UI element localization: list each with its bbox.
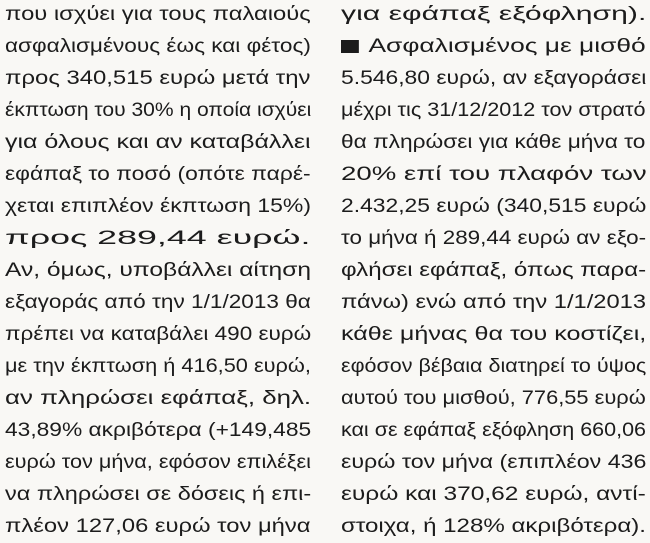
text-line: μέχρι τις 31/12/2012 τον στρατό [341,100,646,121]
text-line: με την έκπτωση ή 416,50 ευρώ, [5,356,311,377]
text-line: εξαγοράς από την 1/1/2013 θα [5,292,311,313]
text-line: εφάπαξ το ποσό (οπότε παρέ- [5,164,311,185]
text-line: και σε εφάπαξ εξόφληση 660,06 [341,420,647,441]
text-line: ευρώ τον μήνα, εφόσον επιλέξει [5,452,311,473]
bullet-text: Ασφαλισμένος με μισθό [368,36,646,57]
text-line: αυτού του μισθού, 776,55 ευρώ [341,388,646,409]
text-line: 20% επί του πλαφόν των [341,164,647,185]
text-line: πρέπει να καταβάλει 490 ευρώ [5,324,312,345]
text-line: προς 289,44 ευρώ. [5,228,311,249]
text-line: 2.432,25 ευρώ (340,515 ευρώ [341,196,647,217]
text-line: θα πληρώσει για κάθε μήνα το [341,132,646,153]
text-line: εφόσον βέβαια διατηρεί το ύψος [341,356,647,377]
text-line: το μήνα ή 289,44 ευρώ αν εξο- [341,228,647,249]
text-line: ασφαλισμένους έως και φέτος) [5,36,311,57]
text-line: αν πληρώσει εφάπαξ, δηλ. [5,388,312,409]
square-bullet-icon [341,40,359,53]
text-line: για εφάπαξ εξόφληση). [341,4,647,25]
text-line: χεται επιπλέον έκπτωση 15%) [5,196,311,217]
text-line: για όλους και αν καταβάλλει [5,132,311,153]
text-line: 5.546,80 ευρώ, αν εξαγοράσει [341,68,647,89]
text-line: ευρώ τον μήνα (επιπλέον 436 [341,452,647,473]
text-line: έκπτωση του 30% η οποία ισχύει [5,100,312,121]
text-line: πάνω) ενώ από την 1/1/2013 [341,292,647,313]
text-line: στοιχα, ή 128% ακριβότερα). [341,516,646,537]
text-line: φλήσει εφάπαξ, όπως παρα- [341,260,647,281]
text-line: πλέον 127,06 ευρώ τον μήνα [5,516,311,537]
text-line: που ισχύει για τους παλαιούς [5,4,311,25]
text-line: κάθε μήνας θα του κοστίζει, [341,324,647,345]
text-line: 43,89% ακριβότερα (+149,485 [5,420,312,441]
bullet-line [341,32,646,62]
text-line: Αν, όμως, υποβάλλει αίτηση [5,260,312,281]
text-line: ευρώ και 370,62 ευρώ, αντί- [341,484,646,505]
text-line: να πληρώσει σε δόσεις ή επι- [5,484,312,505]
text-line: προς 340,515 ευρώ μετά την [5,68,311,89]
